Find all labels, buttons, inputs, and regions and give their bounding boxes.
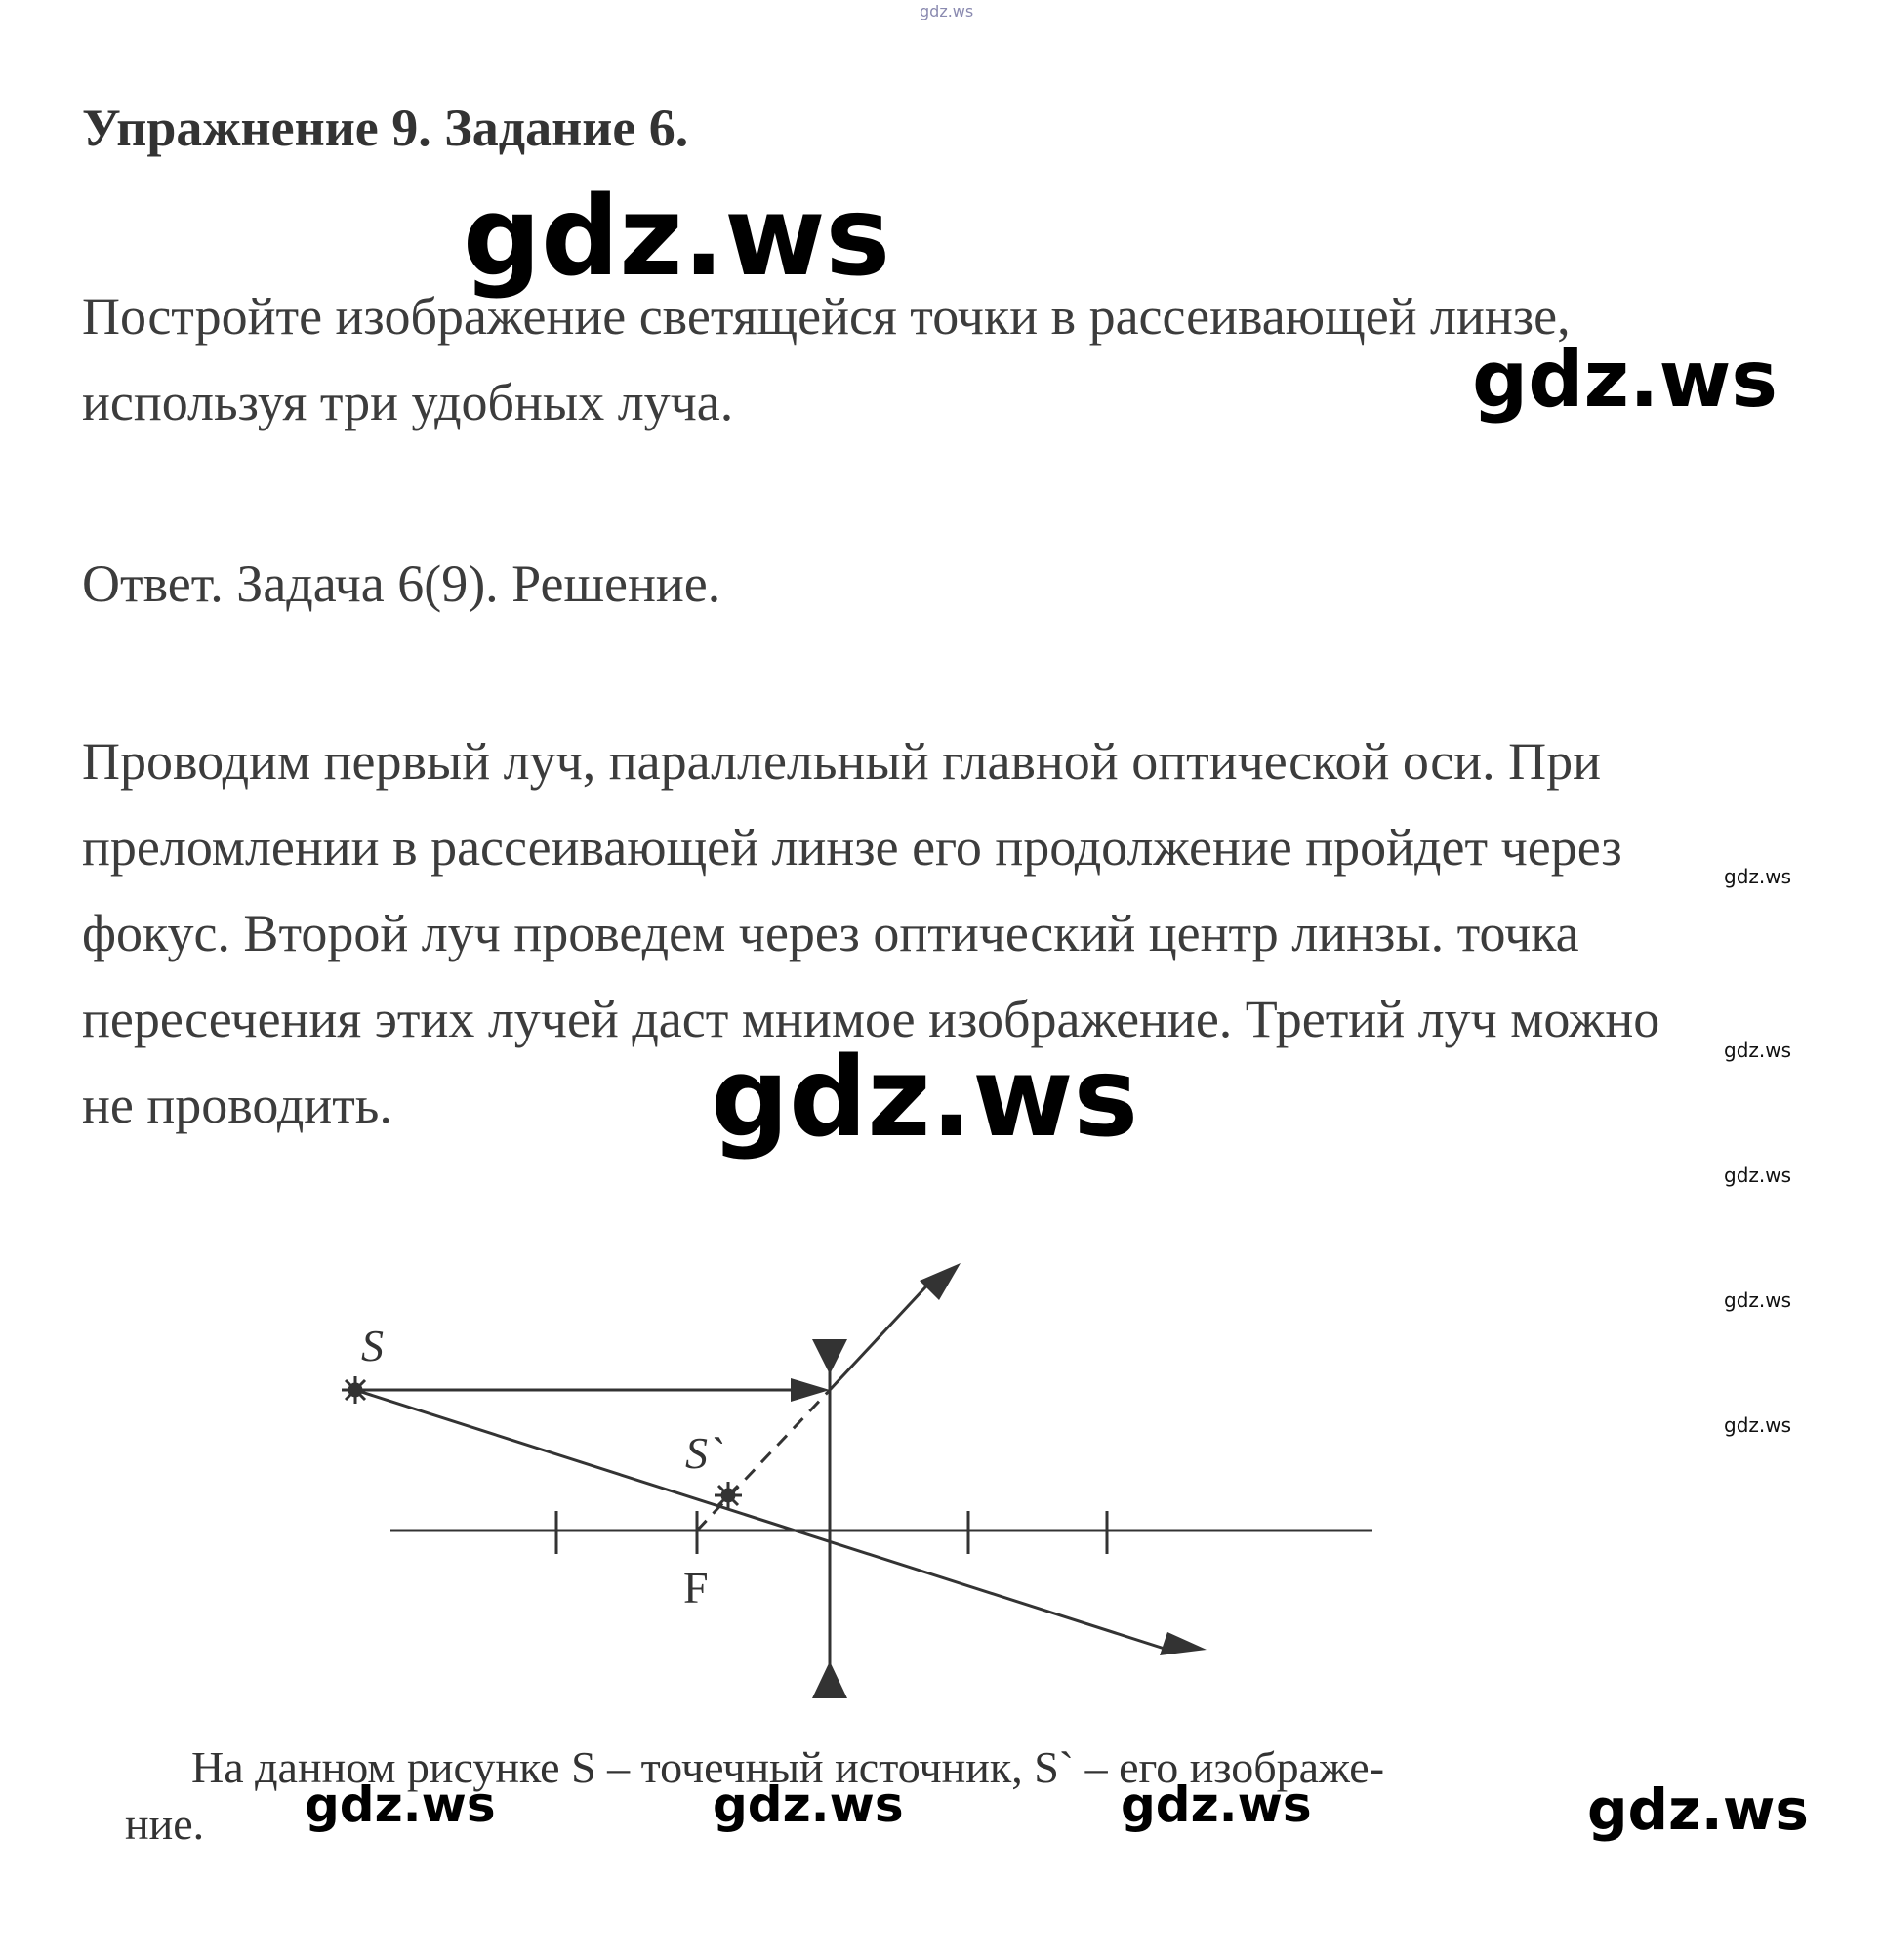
watermark-bottom-3: gdz.ws xyxy=(1121,1776,1312,1833)
task-line-1: Постройте изображение светящейся точки в рассеивающей линзе, xyxy=(82,287,1571,346)
watermark-large-1: gdz.ws xyxy=(463,174,891,301)
watermark-small-2: gdz.ws xyxy=(1724,1039,1792,1062)
watermark-bottom-4: gdz.ws xyxy=(1587,1776,1809,1843)
solution-line-3: фокус. Второй луч проведем через оптический центр линзы. точка xyxy=(82,904,1579,962)
exercise-heading: Упражнение 9. Задание 6. xyxy=(82,99,689,157)
ray-refracted xyxy=(830,1275,937,1390)
lens-bottom-arrowhead xyxy=(812,1661,847,1698)
source-label: S xyxy=(361,1321,384,1370)
task-line-2: используя три удобных луча. xyxy=(82,373,734,431)
solution-line-1: Проводим первый луч, параллельный главной оптической оси. При xyxy=(82,732,1602,791)
watermark-small-1: gdz.ws xyxy=(1724,865,1792,888)
refracted-ray-arrowhead xyxy=(920,1263,961,1300)
center-ray-arrowhead xyxy=(1160,1632,1207,1655)
watermark-small-4: gdz.ws xyxy=(1724,1288,1792,1312)
top-watermark: gdz.ws xyxy=(920,2,974,20)
watermark-small-5: gdz.ws xyxy=(1724,1413,1792,1437)
watermark-small-3: gdz.ws xyxy=(1724,1164,1792,1187)
source-point-icon xyxy=(342,1376,369,1404)
caption-line-2: ние. xyxy=(125,1799,205,1849)
focus-label: F xyxy=(683,1563,709,1613)
solution-line-4: пересечения этих лучей даст мнимое изображение. Третий луч можно xyxy=(82,990,1660,1048)
watermark-large-3: gdz.ws xyxy=(711,1035,1139,1162)
solution-line-2: преломлении в рассеивающей линзе его продолжение пройдет через xyxy=(82,818,1622,877)
watermark-bottom-2: gdz.ws xyxy=(713,1776,904,1833)
watermark-bottom-1: gdz.ws xyxy=(305,1776,496,1833)
lens-top-arrowhead xyxy=(812,1339,847,1374)
solution-line-5: не проводить. xyxy=(82,1076,392,1134)
caption-line-1: На данном рисунке S – точечный источник, S` – его изображе- xyxy=(191,1742,1385,1792)
image-label: S` xyxy=(685,1428,723,1478)
watermark-large-2: gdz.ws xyxy=(1472,334,1779,425)
parallel-ray-arrowhead xyxy=(791,1378,830,1402)
answer-line: Ответ. Задача 6(9). Решение. xyxy=(82,554,721,613)
ray-through-center xyxy=(355,1390,1167,1650)
image-point-icon xyxy=(715,1482,742,1509)
